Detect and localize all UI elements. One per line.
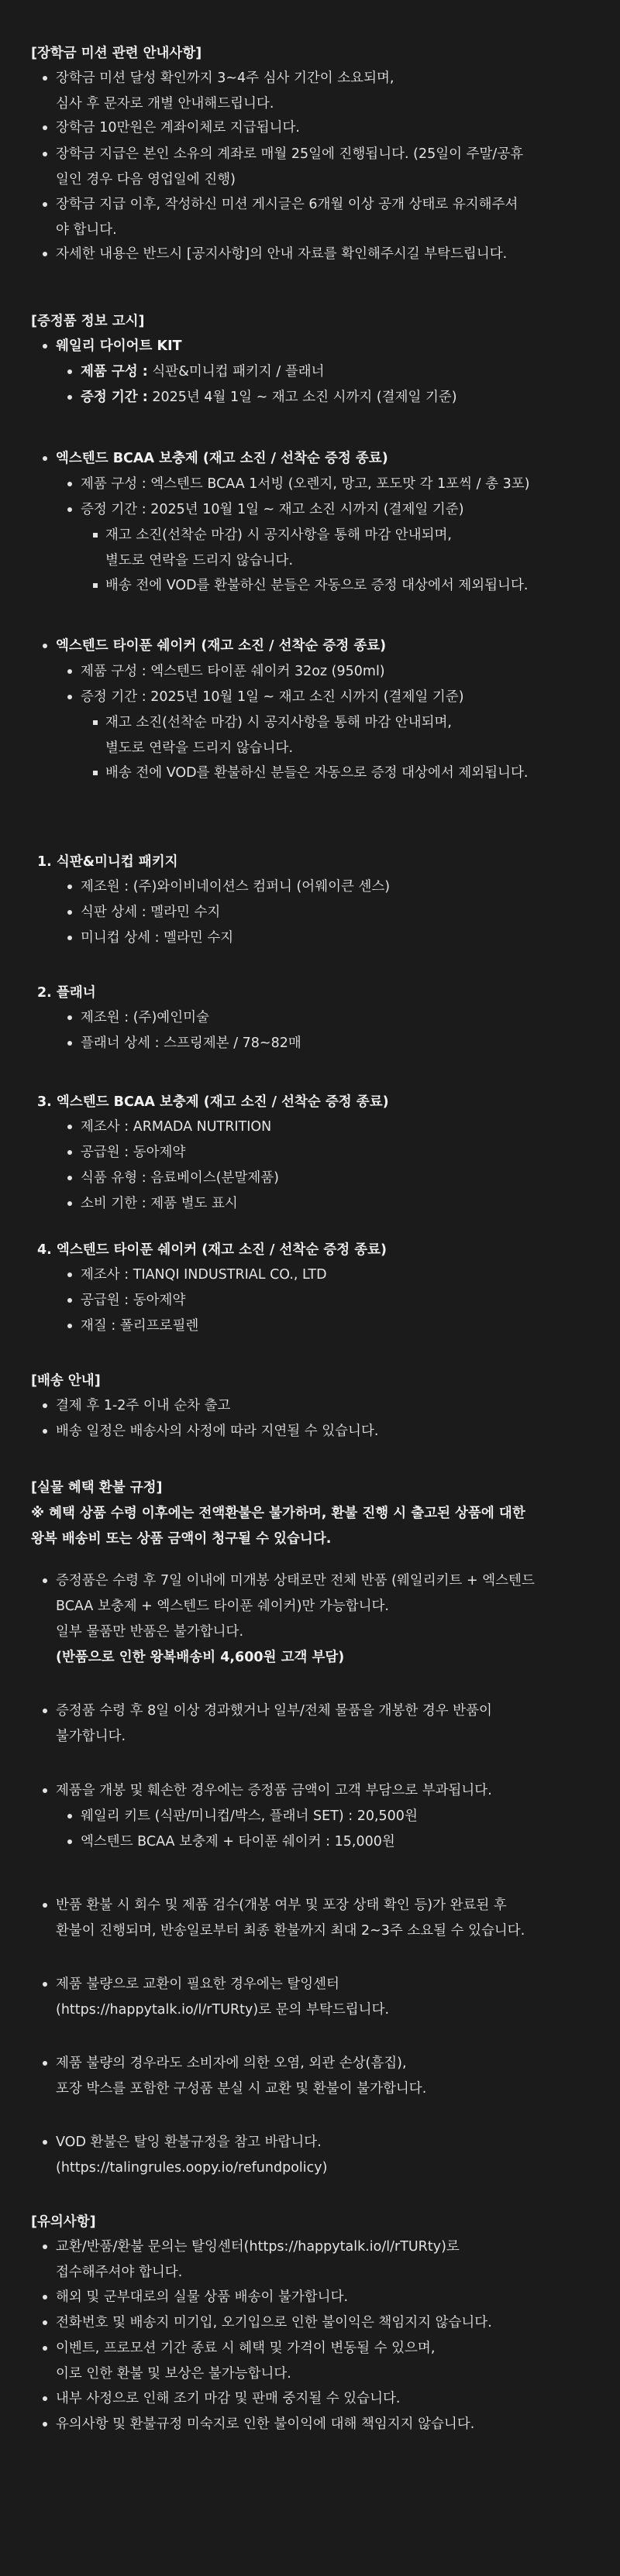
bullet-icon [43, 2346, 47, 2351]
product-3-expiry: 소비 기한 : 제품 별도 표시 [81, 1196, 238, 1211]
bullet-icon [43, 2422, 47, 2427]
bullet-icon [43, 2245, 47, 2249]
bullet-icon [43, 2140, 47, 2145]
refund-rule-6-cont: 포장 박스를 포함한 구성품 분실 시 교환 및 환불이 불가합니다. [56, 2081, 427, 2097]
shipping-item-1: 결제 후 1-2주 이내 순차 출고 [56, 1398, 231, 1413]
bullet-icon [67, 369, 72, 374]
product-1-tray-detail: 식판 상세 : 멜라민 수지 [81, 905, 221, 920]
refund-rule-1-shipping-fee: (반품으로 인한 왕복배송비 4,600원 고객 부담) [56, 1650, 345, 1665]
bullet-icon [67, 395, 72, 400]
bullet-icon [43, 1788, 47, 1793]
refund-policy-link[interactable]: (https://talingrules.oopy.io/refundpolicy) [56, 2160, 328, 2176]
bullet-icon [43, 76, 47, 81]
bullet-icon [67, 936, 72, 940]
product-4-maker: 제조사 : TIANQI INDUSTRIAL CO., LTD [81, 1267, 327, 1283]
shipping-heading: [배송 안내] [31, 1373, 101, 1389]
gift-bcaa-note-2: 배송 전에 VOD를 환불하신 분들은 자동으로 증정 대상에서 제외됩니다. [105, 578, 529, 593]
gift-shaker-note-1-cont: 별도로 연락을 드리지 않습니다. [105, 740, 294, 756]
bullet-icon [67, 507, 72, 512]
bullet-icon [43, 152, 47, 156]
product-4-material: 재질 : 폴리프로필렌 [81, 1318, 199, 1334]
scholarship-item-1-cont: 심사 후 문자로 개별 안내해드립니다. [56, 96, 274, 112]
scholarship-item-4: 장학금 지급 이후, 작성하신 미션 게시글은 6개월 이상 공개 상태로 유지해주셔 [56, 197, 518, 212]
bullet-icon [67, 1041, 72, 1046]
refund-rule-7: VOD 환불은 탈잉 환불규정을 참고 바랍니다. [56, 2135, 322, 2150]
gift-shaker-period: 증정 기간 : 2025년 10월 1일 ~ 재고 소진 시까지 (결제일 기준) [81, 689, 464, 705]
bullet-icon [43, 644, 47, 648]
product-2-detail: 플래너 상세 : 스프링제본 / 78~82매 [81, 1036, 301, 1051]
refund-warning-cont: 왕복 배송비 또는 상품 금액이 청구될 수 있습니다. [31, 1531, 332, 1547]
refund-rule-3-bcaa-price: 엑스텐드 BCAA 보충제 + 타이푼 쉐이커 : 15,000원 [81, 1834, 395, 1850]
bullet-icon [67, 1201, 72, 1206]
square-bullet-icon [93, 720, 98, 725]
bullet-icon [43, 344, 47, 349]
refund-rule-1-line-3: 일부 물품만 반품은 불가합니다. [56, 1624, 244, 1640]
bullet-icon [67, 1176, 72, 1180]
bullet-icon [67, 1839, 72, 1844]
caution-item-5: 내부 사정으로 인해 조기 마감 및 판매 중지될 수 있습니다. [56, 2391, 401, 2406]
refund-rule-5: 제품 불량으로 교환이 필요한 경우에는 탈잉센터 [56, 1977, 339, 1992]
bullet-icon [67, 1273, 72, 1277]
bullet-icon [67, 1298, 72, 1303]
bullet-icon [43, 202, 47, 207]
shipping-item-2: 배송 일정은 배송사의 사정에 따라 지연될 수 있습니다. [56, 1424, 379, 1439]
bullet-icon [43, 1982, 47, 1987]
gift-info-heading: [증정품 정보 고시] [31, 314, 145, 329]
caution-item-1-cont: 접수해주셔야 합니다. [56, 2265, 183, 2280]
caution-heading: [유의사항] [31, 2214, 96, 2230]
gift-bcaa-note-1-cont: 별도로 연락을 드리지 않습니다. [105, 553, 294, 568]
refund-rule-3: 제품을 개봉 및 훼손한 경우에는 증정품 금액이 고객 부담으로 부과됩니다. [56, 1783, 492, 1798]
bullet-icon [67, 884, 72, 889]
refund-rule-2-cont: 불가합니다. [56, 1729, 126, 1744]
gift-diet-kit-title: 웨일리 다이어트 KIT [56, 338, 182, 354]
gift-diet-kit-composition [81, 359, 325, 385]
caution-item-2: 해외 및 군부대로의 실물 상품 배송이 불가합니다. [56, 2289, 349, 2305]
gift-shaker-note-1: 재고 소진(선착순 마감) 시 공지사항을 통해 마감 안내되며, [105, 715, 452, 730]
scholarship-heading: [장학금 미션 관련 안내사항] [31, 46, 202, 61]
scholarship-item-4-cont: 야 합니다. [56, 222, 117, 238]
product-4-supplier: 공급원 : 동아제약 [81, 1293, 186, 1308]
bullet-icon [67, 910, 72, 915]
bullet-icon [67, 1150, 72, 1155]
product-3-supplier: 공급원 : 동아제약 [81, 1145, 186, 1160]
bullet-icon [43, 1429, 47, 1434]
refund-rule-6: 제품 불량의 경우라도 소비자에 의한 오염, 외관 손상(흠집), [56, 2056, 407, 2071]
bullet-icon [43, 1403, 47, 1408]
gift-bcaa-title: 엑스텐드 BCAA 보충제 (재고 소진 / 선착순 증정 종료) [56, 451, 388, 466]
scholarship-item-3-cont: 일인 경우 다음 영업일에 진행) [56, 172, 236, 187]
product-1-cup-detail: 미니컵 상세 : 멜라민 수지 [81, 930, 234, 946]
product-1-maker: 제조원 : (주)와이비네이션스 컴퍼니 (어웨이큰 센스) [81, 879, 391, 895]
bullet-icon [67, 695, 72, 699]
refund-rule-1: 증정품은 수령 후 7일 이내에 미개봉 상태로만 전체 반품 (웨일리키트 + 엑스텐드 [56, 1573, 535, 1589]
bullet-icon [67, 1125, 72, 1129]
composition-label: 제품 구성 : [81, 364, 148, 380]
bullet-icon [43, 2320, 47, 2325]
bullet-icon [43, 456, 47, 461]
caution-item-3: 전화번호 및 배송지 미기입, 오기입으로 인한 불이익은 책임지지 않습니다. [56, 2315, 492, 2330]
gift-diet-kit-period [81, 384, 457, 410]
bullet-icon [67, 669, 72, 674]
refund-warning: ※ 혜택 상품 수령 이후에는 전액환불은 불가하며, 환불 진행 시 출고된 상품에 대한 [31, 1506, 525, 1521]
bullet-icon [67, 482, 72, 486]
caution-item-6: 유의사항 및 환불규정 미숙지로 인한 불이익에 대해 책임지지 않습니다. [56, 2416, 475, 2432]
bullet-icon [43, 125, 47, 130]
period-value: 2025년 4월 1일 ~ 재고 소진 시까지 (결제일 기준) [152, 390, 457, 405]
product-2-maker: 제조원 : (주)예인미술 [81, 1010, 209, 1025]
gift-shaker-composition: 제품 구성 : 엑스텐드 타이푼 쉐이커 32oz (950ml) [81, 664, 385, 679]
period-label: 증정 기간 : [81, 390, 148, 405]
gift-bcaa-note-1: 재고 소진(선착순 마감) 시 공지사항을 통해 마감 안내되며, [105, 527, 452, 543]
scholarship-item-2: 장학금 10만원은 계좌이체로 지급됩니다. [56, 120, 300, 136]
gift-shaker-title: 엑스텐드 타이푼 쉐이커 (재고 소진 / 선착순 증정 종료) [56, 638, 387, 654]
composition-value: 식판&미니컵 패키지 / 플래너 [152, 364, 325, 380]
bullet-icon [67, 1814, 72, 1819]
refund-rule-1-line-2: BCAA 보충제 + 엑스텐드 타이푼 쉐이커)만 가능합니다. [56, 1599, 389, 1614]
square-bullet-icon [93, 583, 98, 588]
product-1-title: 1. 식판&미니컵 패키지 [37, 854, 178, 870]
gift-shaker-note-2: 배송 전에 VOD를 환불하신 분들은 자동으로 증정 대상에서 제외됩니다. [105, 765, 529, 781]
square-bullet-icon [93, 771, 98, 775]
product-2-title: 2. 플래너 [37, 985, 96, 1001]
bullet-icon [67, 1324, 72, 1328]
bullet-icon [43, 252, 47, 256]
product-3-maker: 제조사 : ARMADA NUTRITION [81, 1119, 272, 1135]
refund-rule-4-cont: 환불이 진행되며, 반송일로부터 최종 환불까지 최대 2~3주 소요될 수 있습니다. [56, 1923, 525, 1939]
bullet-icon [43, 1709, 47, 1713]
product-3-food-type: 식품 유형 : 음료베이스(분말제품) [81, 1170, 280, 1186]
caution-item-4-cont: 이로 인한 환불 및 보상은 불가능합니다. [56, 2366, 291, 2382]
bullet-icon [43, 2396, 47, 2401]
gift-bcaa-composition: 제품 구성 : 엑스텐드 BCAA 1서빙 (오렌지, 망고, 포도맛 각 1포씩 / 총 3포) [81, 476, 530, 492]
bullet-icon [43, 1903, 47, 1908]
caution-item-4: 이벤트, 프로모션 기간 종료 시 혜택 및 가격이 변동될 수 있으며, [56, 2341, 436, 2356]
bullet-icon [43, 2295, 47, 2300]
refund-rule-5-link[interactable]: (https://happytalk.io/l/rTURty)로 문의 부탁드립니다. [56, 2002, 390, 2018]
caution-item-1: 교환/반품/환불 문의는 탈잉센터(https://happytalk.io/l/rTURty)로 [56, 2239, 460, 2255]
refund-rule-4: 반품 환불 시 회수 및 제품 검수(개봉 여부 및 포장 상태 확인 등)가 완료된 후 [56, 1898, 507, 1913]
gift-bcaa-period: 증정 기간 : 2025년 10월 1일 ~ 재고 소진 시까지 (결제일 기준) [81, 502, 464, 517]
bullet-icon [43, 2061, 47, 2066]
scholarship-item-5: 자세한 내용은 반드시 [공지사항]의 안내 자료를 확인해주시길 부탁드립니다. [56, 246, 508, 262]
product-4-title: 4. 엑스텐드 타이푼 쉐이커 (재고 소진 / 선착순 증정 종료) [37, 1242, 388, 1258]
refund-rule-2: 증정품 수령 후 8일 이상 경과했거나 일부/전체 물품을 개봉한 경우 반품이 [56, 1703, 492, 1719]
scholarship-item-1: 장학금 미션 달성 확인까지 3~4주 심사 기간이 소요되며, [56, 70, 394, 86]
scholarship-item-3: 장학금 지급은 본인 소유의 계좌로 매월 25일에 진행됩니다. (25일이 주말/공휴 [56, 146, 524, 162]
bullet-icon [67, 1015, 72, 1020]
product-3-title: 3. 엑스텐드 BCAA 보충제 (재고 소진 / 선착순 증정 종료) [37, 1094, 389, 1110]
refund-heading: [실물 혜택 환불 규정] [31, 1480, 163, 1496]
refund-rule-3-kit-price: 웨일리 키트 (식판/미니컵/박스, 플래너 SET) : 20,500원 [81, 1808, 418, 1824]
square-bullet-icon [93, 533, 98, 538]
bullet-icon [43, 1578, 47, 1583]
